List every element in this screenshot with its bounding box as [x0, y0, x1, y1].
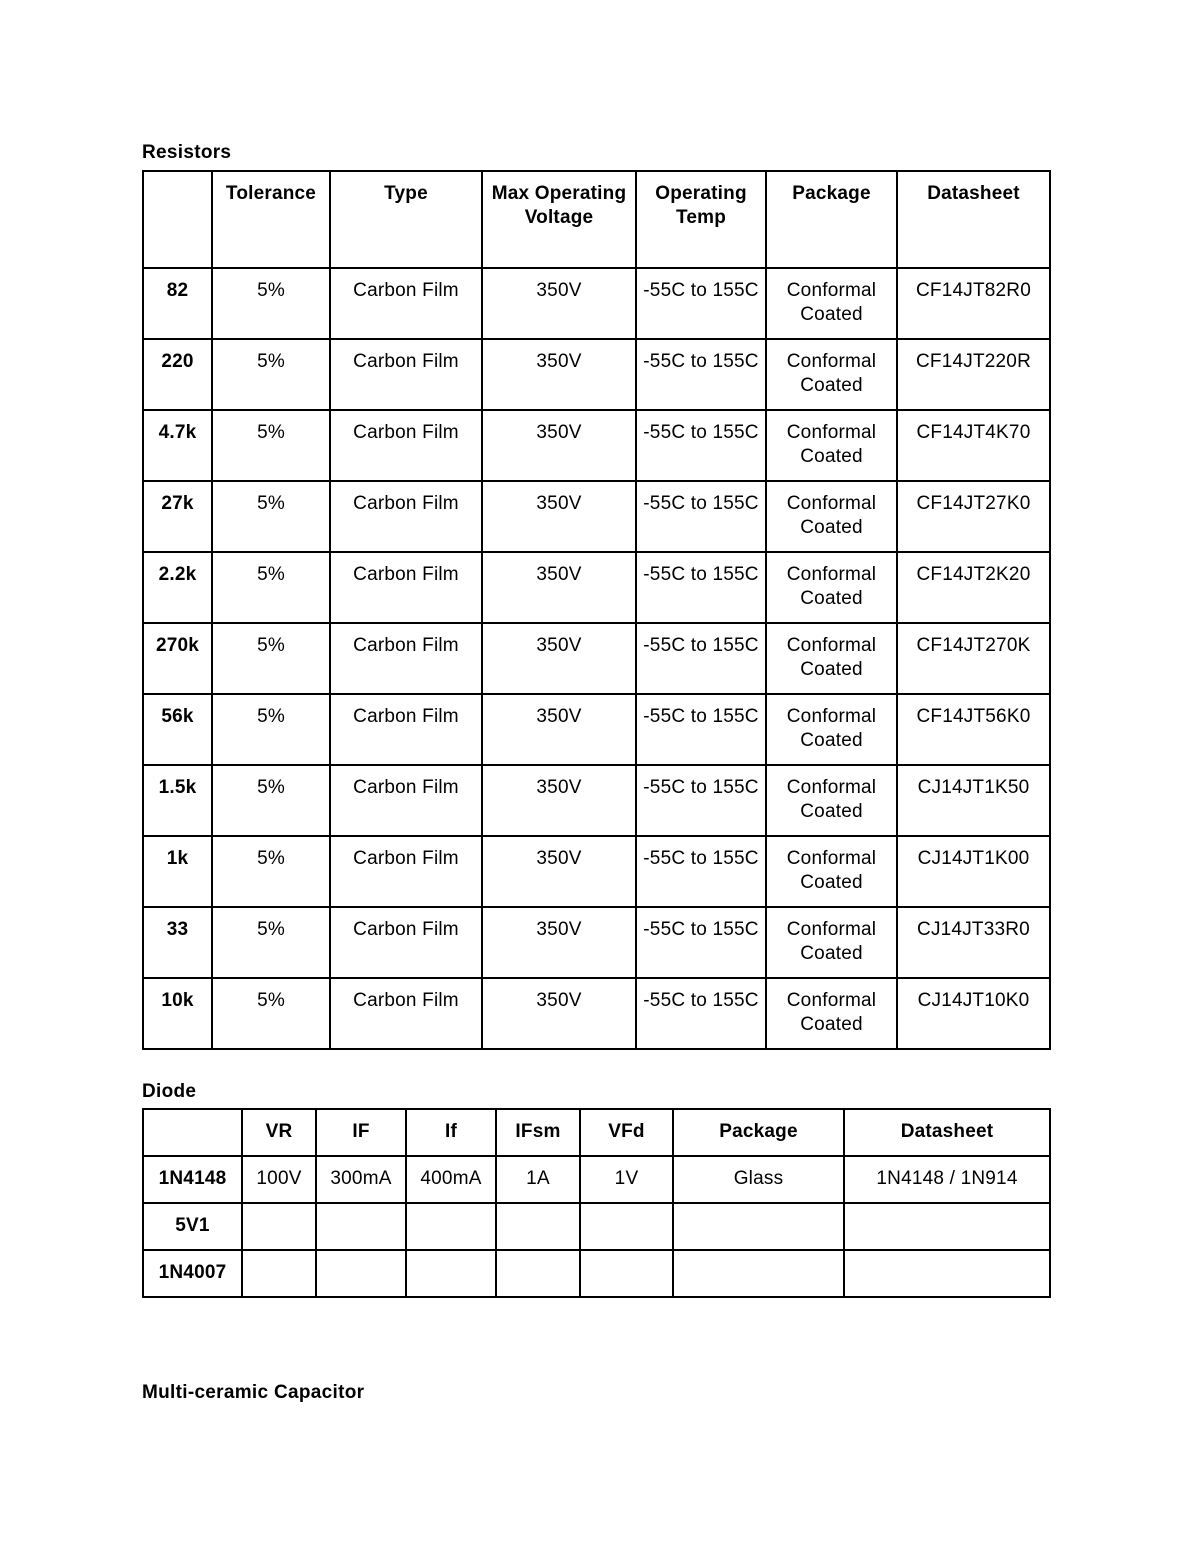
diode-ifsm-cell	[496, 1203, 580, 1250]
resistor-value-cell: 10k	[143, 978, 212, 1049]
resistors-section-title: Resistors	[142, 142, 232, 163]
diode-vr-cell	[242, 1250, 316, 1297]
resistor-value-cell: 4.7k	[143, 410, 212, 481]
resistor-package-cell: Conformal Coated	[766, 481, 897, 552]
diode-header-cell: VFd	[580, 1109, 673, 1156]
diode-if_peak-cell: 400mA	[406, 1156, 496, 1203]
resistor-datasheet-cell: CF14JT4K70	[897, 410, 1050, 481]
resistor-type-cell: Carbon Film	[330, 481, 482, 552]
table-row	[143, 552, 1050, 623]
resistor-package-cell: Conformal Coated	[766, 907, 897, 978]
resistor-value-cell: 82	[143, 268, 212, 339]
resistor-package-cell: Conformal Coated	[766, 339, 897, 410]
resistor-tolerance-cell: 5%	[212, 978, 330, 1049]
resistor-voltage-cell: 350V	[482, 836, 636, 907]
diode-datasheet-cell	[844, 1203, 1050, 1250]
diode-header-cell: VR	[242, 1109, 316, 1156]
resistor-voltage-cell: 350V	[482, 410, 636, 481]
resistor-tolerance-cell: 5%	[212, 765, 330, 836]
resistor-tolerance-cell: 5%	[212, 481, 330, 552]
diode-table	[142, 1108, 1051, 1298]
resistor-temp-cell: -55C to 155C	[636, 836, 766, 907]
diode-header-cell	[143, 1109, 242, 1156]
diode-header-row	[143, 1109, 1050, 1156]
resistor-value-cell: 33	[143, 907, 212, 978]
diode-package-cell	[673, 1203, 844, 1250]
resistors-body	[143, 268, 1050, 1049]
resistor-package-cell: Conformal Coated	[766, 410, 897, 481]
diode-vr-cell	[242, 1203, 316, 1250]
diode-vfd-cell: 1V	[580, 1156, 673, 1203]
table-row	[143, 623, 1050, 694]
resistor-voltage-cell: 350V	[482, 978, 636, 1049]
resistor-type-cell: Carbon Film	[330, 836, 482, 907]
resistor-type-cell: Carbon Film	[330, 268, 482, 339]
resistor-tolerance-cell: 5%	[212, 268, 330, 339]
resistor-voltage-cell: 350V	[482, 481, 636, 552]
table-row	[143, 410, 1050, 481]
resistor-temp-cell: -55C to 155C	[636, 623, 766, 694]
resistors-header-cell: Type	[330, 171, 482, 268]
resistor-type-cell: Carbon Film	[330, 552, 482, 623]
resistor-type-cell: Carbon Film	[330, 694, 482, 765]
resistor-voltage-cell: 350V	[482, 623, 636, 694]
resistors-header-cell: Package	[766, 171, 897, 268]
resistor-temp-cell: -55C to 155C	[636, 907, 766, 978]
resistor-datasheet-cell: CF14JT56K0	[897, 694, 1050, 765]
resistor-tolerance-cell: 5%	[212, 623, 330, 694]
diode-datasheet-cell	[844, 1250, 1050, 1297]
diode-if_cont-cell	[316, 1203, 406, 1250]
resistor-voltage-cell: 350V	[482, 765, 636, 836]
resistor-value-cell: 27k	[143, 481, 212, 552]
resistor-value-cell: 270k	[143, 623, 212, 694]
diode-header-cell: If	[406, 1109, 496, 1156]
table-row	[143, 1203, 1050, 1250]
resistor-package-cell: Conformal Coated	[766, 836, 897, 907]
resistors-header-cell: Tolerance	[212, 171, 330, 268]
resistor-package-cell: Conformal Coated	[766, 268, 897, 339]
resistor-type-cell: Carbon Film	[330, 907, 482, 978]
diode-if_peak-cell	[406, 1250, 496, 1297]
diode-package-cell	[673, 1250, 844, 1297]
resistor-datasheet-cell: CF14JT27K0	[897, 481, 1050, 552]
resistor-datasheet-cell: CJ14JT1K50	[897, 765, 1050, 836]
table-row	[143, 481, 1050, 552]
resistor-voltage-cell: 350V	[482, 907, 636, 978]
resistor-temp-cell: -55C to 155C	[636, 268, 766, 339]
diode-datasheet-cell: 1N4148 / 1N914	[844, 1156, 1050, 1203]
diode-if_cont-cell	[316, 1250, 406, 1297]
resistor-value-cell: 56k	[143, 694, 212, 765]
resistor-datasheet-cell: CF14JT270K	[897, 623, 1050, 694]
resistor-tolerance-cell: 5%	[212, 410, 330, 481]
resistor-type-cell: Carbon Film	[330, 410, 482, 481]
resistor-temp-cell: -55C to 155C	[636, 765, 766, 836]
diode-header-cell: Package	[673, 1109, 844, 1156]
resistor-voltage-cell: 350V	[482, 694, 636, 765]
resistor-value-cell: 220	[143, 339, 212, 410]
diode-ifsm-cell: 1A	[496, 1156, 580, 1203]
table-row	[143, 1156, 1050, 1203]
resistor-package-cell: Conformal Coated	[766, 694, 897, 765]
resistor-package-cell: Conformal Coated	[766, 623, 897, 694]
resistor-voltage-cell: 350V	[482, 339, 636, 410]
resistor-type-cell: Carbon Film	[330, 339, 482, 410]
resistor-temp-cell: -55C to 155C	[636, 339, 766, 410]
resistor-datasheet-cell: CJ14JT1K00	[897, 836, 1050, 907]
diode-header-cell: IF	[316, 1109, 406, 1156]
resistor-datasheet-cell: CJ14JT10K0	[897, 978, 1050, 1049]
diode-body	[143, 1156, 1050, 1297]
resistor-temp-cell: -55C to 155C	[636, 978, 766, 1049]
capacitor-section-title: Multi-ceramic Capacitor	[142, 1382, 365, 1403]
resistor-temp-cell: -55C to 155C	[636, 410, 766, 481]
table-row	[143, 978, 1050, 1049]
resistor-datasheet-cell: CF14JT82R0	[897, 268, 1050, 339]
resistor-value-cell: 2.2k	[143, 552, 212, 623]
diode-package-cell: Glass	[673, 1156, 844, 1203]
resistors-header-cell: Datasheet	[897, 171, 1050, 268]
resistor-datasheet-cell: CF14JT220R	[897, 339, 1050, 410]
diode-header-cell: IFsm	[496, 1109, 580, 1156]
table-row	[143, 907, 1050, 978]
diode-part-cell: 5V1	[143, 1203, 242, 1250]
resistor-temp-cell: -55C to 155C	[636, 481, 766, 552]
resistor-voltage-cell: 350V	[482, 268, 636, 339]
resistor-temp-cell: -55C to 155C	[636, 552, 766, 623]
diode-vfd-cell	[580, 1203, 673, 1250]
resistors-table	[142, 170, 1051, 1050]
resistor-package-cell: Conformal Coated	[766, 765, 897, 836]
diode-vfd-cell	[580, 1250, 673, 1297]
resistor-tolerance-cell: 5%	[212, 907, 330, 978]
resistor-tolerance-cell: 5%	[212, 552, 330, 623]
resistors-header-cell: Max Operating Voltage	[482, 171, 636, 268]
table-row	[143, 268, 1050, 339]
table-row	[143, 339, 1050, 410]
diode-section-title: Diode	[142, 1081, 197, 1102]
resistor-value-cell: 1.5k	[143, 765, 212, 836]
resistor-type-cell: Carbon Film	[330, 765, 482, 836]
diode-if_peak-cell	[406, 1203, 496, 1250]
resistors-header-row	[143, 171, 1050, 268]
resistor-type-cell: Carbon Film	[330, 623, 482, 694]
resistors-header-cell: Operating Temp	[636, 171, 766, 268]
resistor-voltage-cell: 350V	[482, 552, 636, 623]
resistors-header-cell	[143, 171, 212, 268]
diode-ifsm-cell	[496, 1250, 580, 1297]
resistor-tolerance-cell: 5%	[212, 694, 330, 765]
table-row	[143, 836, 1050, 907]
resistor-package-cell: Conformal Coated	[766, 552, 897, 623]
diode-part-cell: 1N4148	[143, 1156, 242, 1203]
table-row	[143, 1250, 1050, 1297]
resistor-value-cell: 1k	[143, 836, 212, 907]
diode-vr-cell: 100V	[242, 1156, 316, 1203]
resistor-tolerance-cell: 5%	[212, 836, 330, 907]
resistor-type-cell: Carbon Film	[330, 978, 482, 1049]
resistor-datasheet-cell: CF14JT2K20	[897, 552, 1050, 623]
table-row	[143, 694, 1050, 765]
table-row	[143, 765, 1050, 836]
diode-part-cell: 1N4007	[143, 1250, 242, 1297]
resistor-package-cell: Conformal Coated	[766, 978, 897, 1049]
resistor-temp-cell: -55C to 155C	[636, 694, 766, 765]
resistor-tolerance-cell: 5%	[212, 339, 330, 410]
diode-if_cont-cell: 300mA	[316, 1156, 406, 1203]
resistor-datasheet-cell: CJ14JT33R0	[897, 907, 1050, 978]
diode-header-cell: Datasheet	[844, 1109, 1050, 1156]
